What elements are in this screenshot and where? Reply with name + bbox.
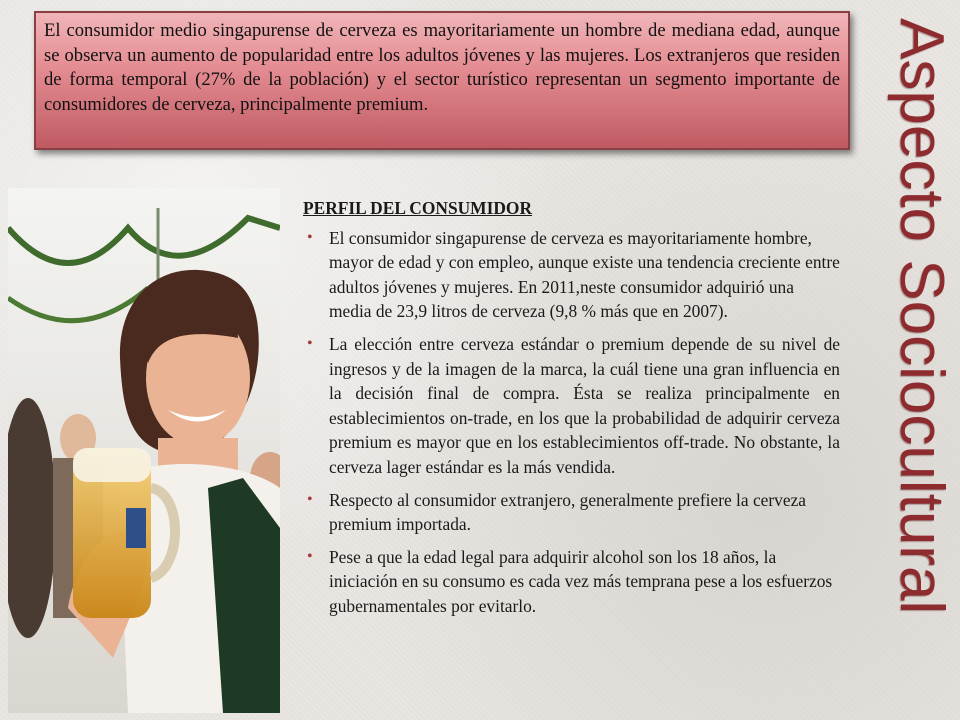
bullet-list <box>303 226 840 619</box>
bullet-text: Respecto al consumidor extranjero, generalmente prefiere la cerveza premium importada. <box>329 489 807 535</box>
list-item <box>303 226 840 324</box>
bullet-text: El consumidor singapurense de cerveza es mayoritariamente hombre, mayor de edad y con empleo, aunque existe una tendencia creciente entre adultos jóvenes y mujeres. En 2011,neste consumidor adquirió una media de 23,9 litros de cerveza (9,8 % más que en 2007). <box>329 227 840 322</box>
list-item <box>303 332 840 480</box>
bullet-text: La elección entre cerveza estándar o premium depende de su nivel de ingresos y de la imagen de la marca, la cuál tiene una gran influencia en la decisión final de compra. Ésta se realiza principalmente en establecimientos on-trade, en los que la probabilidad de adquirir cerveza premium es mayor que en los establecimientos off-trade. No obstante, la cerveza lager estándar es la más vendida. <box>329 333 840 477</box>
side-title: Aspecto Sociocultural <box>887 18 956 615</box>
bullet-icon: • <box>307 547 313 565</box>
oktoberfest-photo <box>8 188 280 713</box>
woman-with-beer-illustration <box>8 188 280 713</box>
list-item <box>303 488 840 537</box>
list-item <box>303 545 840 619</box>
bullet-text: Pese a que la edad legal para adquirir alcohol son los 18 años, la iniciación en su consumo es cada vez más temprana pese a los esfuerzos gubernamentales por evitarlo. <box>329 546 833 616</box>
summary-callout <box>34 11 850 150</box>
consumer-profile-section <box>303 196 840 627</box>
bullet-icon: • <box>307 228 313 246</box>
bullet-icon: • <box>307 490 313 508</box>
bullet-icon: • <box>307 334 313 352</box>
section-heading: PERFIL DEL CONSUMIDOR <box>303 198 533 218</box>
summary-text: El consumidor medio singapurense de cerveza es mayoritariamente un hombre de mediana edad, aunque se observa un aumento de popularidad entre los adultos jóvenes y las mujeres. Los extranjeros que residen de forma temporal (27% de la población) y el sector turístico representan un segmento importante de consumidores de cerveza, principalmente premium. <box>44 20 840 115</box>
